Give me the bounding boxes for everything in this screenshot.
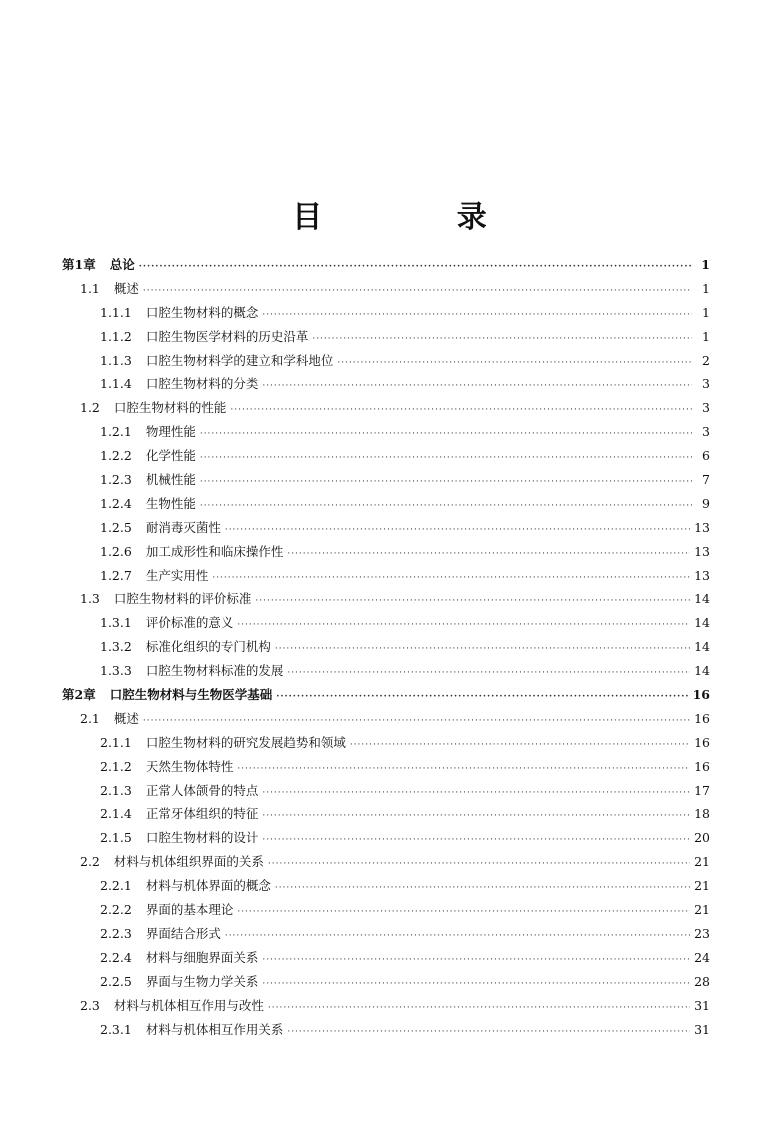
entry-number: 1.1.1	[100, 304, 132, 320]
dot-leader	[275, 644, 690, 654]
entry-title: 口腔生物材料标准的发展	[145, 663, 284, 679]
dot-leader	[262, 979, 690, 989]
toc-subsection[interactable]	[62, 422, 710, 446]
entry-number: 2.2	[80, 854, 100, 870]
entry-title: 天然生物体特性	[145, 758, 234, 774]
toc-section[interactable]	[62, 398, 710, 422]
entry-page-number: 1	[702, 280, 710, 296]
entry-number: 2.1.1	[100, 734, 132, 750]
entry-number: 1.2	[80, 400, 100, 416]
dot-leader	[262, 788, 690, 798]
toc-subsection[interactable]	[62, 924, 710, 948]
entry-page-number: 14	[694, 663, 710, 679]
toc-subsection[interactable]	[62, 446, 710, 470]
toc-subsection[interactable]	[62, 900, 710, 924]
dot-leader	[237, 764, 690, 774]
entry-title: 口腔生物材料的性能	[113, 400, 227, 416]
toc-subsection[interactable]	[62, 804, 710, 828]
dot-leader	[200, 501, 692, 511]
toc-subsection[interactable]	[62, 470, 710, 494]
entry-page-number: 21	[694, 878, 710, 894]
entry-page-number: 20	[694, 830, 710, 846]
dot-leader	[212, 573, 690, 583]
entry-title: 口腔生物材料的研究发展趋势和领域	[145, 734, 346, 750]
toc-section[interactable]	[62, 279, 710, 303]
entry-number: 2.2.1	[100, 878, 132, 894]
toc-chapter[interactable]	[62, 255, 710, 279]
dot-leader	[262, 381, 692, 391]
entry-number: 2.1.3	[100, 782, 132, 798]
toc-section[interactable]	[62, 852, 710, 876]
toc-section[interactable]	[62, 996, 710, 1020]
dot-leader	[287, 549, 690, 559]
entry-title: 口腔生物材料的评价标准	[113, 591, 252, 607]
entry-number: 1.3.3	[100, 663, 132, 679]
entry-title: 化学性能	[145, 448, 196, 464]
entry-number: 2.2.4	[100, 949, 132, 965]
entry-page-number: 14	[694, 639, 710, 655]
dot-leader	[255, 596, 690, 606]
entry-number: 2.1.2	[100, 758, 132, 774]
entry-page-number: 3	[702, 376, 710, 392]
toc-subsection[interactable]	[62, 542, 710, 566]
toc-subsection[interactable]	[62, 566, 710, 590]
entry-number: 2.2.3	[100, 925, 132, 941]
entry-page-number: 1	[702, 304, 710, 320]
toc-subsection[interactable]	[62, 327, 710, 351]
entry-page-number: 31	[694, 997, 710, 1013]
entry-title: 耐消毒灭菌性	[145, 519, 221, 535]
entry-page-number: 6	[702, 448, 710, 464]
dot-leader	[200, 477, 692, 487]
toc-subsection[interactable]	[62, 351, 710, 375]
entry-page-number: 16	[694, 758, 710, 774]
toc-subsection[interactable]	[62, 948, 710, 972]
entry-page-number: 23	[694, 925, 710, 941]
dot-leader	[200, 429, 692, 439]
entry-title: 材料与细胞界面关系	[145, 949, 259, 965]
entry-title: 口腔生物材料学的建立和学科地位	[145, 352, 334, 368]
entry-page-number: 16	[694, 734, 710, 750]
entry-page-number: 24	[694, 949, 710, 965]
entry-title: 评价标准的意义	[145, 615, 234, 631]
entry-number: 2.1	[80, 710, 100, 726]
toc-subsection[interactable]	[62, 661, 710, 685]
dot-leader	[237, 620, 690, 630]
entry-number: 1.3.2	[100, 639, 132, 655]
entry-page-number: 14	[694, 591, 710, 607]
entry-page-number: 1	[702, 328, 710, 344]
entry-page-number: 2	[702, 352, 710, 368]
entry-page-number: 17	[694, 782, 710, 798]
entry-number: 1.2.6	[100, 543, 132, 559]
entry-page-number: 31	[694, 1021, 710, 1037]
entry-number: 2.2.2	[100, 902, 132, 918]
toc-subsection[interactable]	[62, 757, 710, 781]
entry-page-number: 13	[694, 519, 710, 535]
entry-number: 1.2.5	[100, 519, 132, 535]
entry-number: 1.2.1	[100, 424, 132, 440]
entry-number: 1.3.1	[100, 615, 132, 631]
entry-number: 2.1.5	[100, 830, 132, 846]
dot-leader	[312, 334, 692, 344]
entry-number: 第2章	[62, 687, 96, 703]
dot-leader	[262, 310, 692, 320]
toc-subsection[interactable]	[62, 494, 710, 518]
entry-title: 界面的基本理论	[145, 902, 234, 918]
toc-subsection[interactable]	[62, 374, 710, 398]
dot-leader	[350, 740, 690, 750]
entry-page-number: 21	[694, 902, 710, 918]
entry-title: 界面结合形式	[145, 925, 221, 941]
entry-page-number: 9	[702, 495, 710, 511]
entry-title: 加工成形性和临床操作性	[145, 543, 284, 559]
page-title: 目 录	[292, 200, 549, 235]
entry-title: 口腔生物医学材料的历史沿革	[145, 328, 309, 344]
toc-subsection[interactable]	[62, 733, 710, 757]
toc-subsection[interactable]	[62, 637, 710, 661]
entry-page-number: 28	[694, 973, 710, 989]
entry-title: 生物性能	[145, 495, 196, 511]
dot-leader	[337, 358, 692, 368]
entry-number: 1.1.4	[100, 376, 132, 392]
dot-leader	[143, 286, 692, 296]
toc-subsection[interactable]	[62, 518, 710, 542]
entry-title: 物理性能	[145, 424, 196, 440]
entry-title: 材料与机体界面的概念	[145, 878, 271, 894]
entry-number: 1.2.4	[100, 495, 132, 511]
entry-page-number: 16	[694, 710, 710, 726]
entry-number: 1.1.3	[100, 352, 132, 368]
table-of-contents	[62, 255, 710, 1043]
dot-leader	[225, 931, 690, 941]
entry-page-number: 1	[701, 257, 710, 272]
entry-title: 口腔生物材料与生物医学基础	[109, 687, 273, 703]
entry-page-number: 3	[702, 424, 710, 440]
entry-number: 第1章	[62, 257, 96, 272]
dot-leader	[237, 907, 690, 917]
toc-subsection[interactable]	[62, 972, 710, 996]
entry-title: 概述	[113, 710, 139, 726]
entry-title: 口腔生物材料的概念	[145, 304, 259, 320]
entry-page-number: 18	[694, 806, 710, 822]
entry-page-number: 7	[702, 472, 710, 488]
dot-leader	[262, 955, 690, 965]
entry-title: 生产实用性	[145, 567, 209, 583]
dot-leader	[268, 1003, 690, 1013]
entry-title: 正常人体颌骨的特点	[145, 782, 259, 798]
entry-number: 1.2.2	[100, 448, 132, 464]
entry-title: 材料与机体组织界面的关系	[113, 854, 264, 870]
dot-leader	[287, 668, 690, 678]
toc-section[interactable]	[62, 589, 710, 613]
dot-leader	[268, 859, 690, 869]
dot-leader	[139, 262, 692, 272]
toc-subsection[interactable]	[62, 613, 710, 637]
dot-leader	[262, 811, 690, 821]
dot-leader	[200, 453, 692, 463]
entry-number: 1.3	[80, 591, 100, 607]
entry-number: 1.2.7	[100, 567, 132, 583]
entry-title: 界面与生物力学关系	[145, 973, 259, 989]
dot-leader	[225, 525, 690, 535]
entry-number: 1.1.2	[100, 328, 132, 344]
entry-title: 机械性能	[145, 472, 196, 488]
entry-number: 2.2.5	[100, 973, 132, 989]
entry-page-number: 13	[694, 567, 710, 583]
toc-subsection[interactable]	[62, 876, 710, 900]
entry-title: 总论	[109, 257, 135, 272]
entry-title: 标准化组织的专门机构	[145, 639, 271, 655]
entry-page-number: 3	[702, 400, 710, 416]
entry-number: 2.3	[80, 997, 100, 1013]
entry-number: 1.1	[80, 280, 100, 296]
entry-title: 口腔生物材料的设计	[145, 830, 259, 846]
entry-number: 2.1.4	[100, 806, 132, 822]
entry-title: 材料与机体相互作用关系	[145, 1021, 284, 1037]
toc-subsection[interactable]	[62, 303, 710, 327]
entry-page-number: 13	[694, 543, 710, 559]
dot-leader	[275, 883, 690, 893]
toc-subsection[interactable]	[62, 1020, 710, 1044]
entry-title: 概述	[113, 280, 139, 296]
entry-number: 1.2.3	[100, 472, 132, 488]
dot-leader	[276, 692, 688, 702]
toc-subsection[interactable]	[62, 828, 710, 852]
dot-leader	[230, 405, 692, 415]
toc-section[interactable]	[62, 709, 710, 733]
entry-title: 材料与机体相互作用与改性	[113, 997, 264, 1013]
dot-leader	[287, 1027, 690, 1037]
dot-leader	[143, 716, 690, 726]
dot-leader	[262, 835, 690, 845]
entry-number: 2.3.1	[100, 1021, 132, 1037]
entry-page-number: 21	[694, 854, 710, 870]
entry-page-number: 14	[694, 615, 710, 631]
entry-title: 正常牙体组织的特征	[145, 806, 259, 822]
toc-subsection[interactable]	[62, 781, 710, 805]
toc-chapter[interactable]	[62, 685, 710, 709]
entry-page-number: 16	[692, 687, 710, 703]
entry-title: 口腔生物材料的分类	[145, 376, 259, 392]
